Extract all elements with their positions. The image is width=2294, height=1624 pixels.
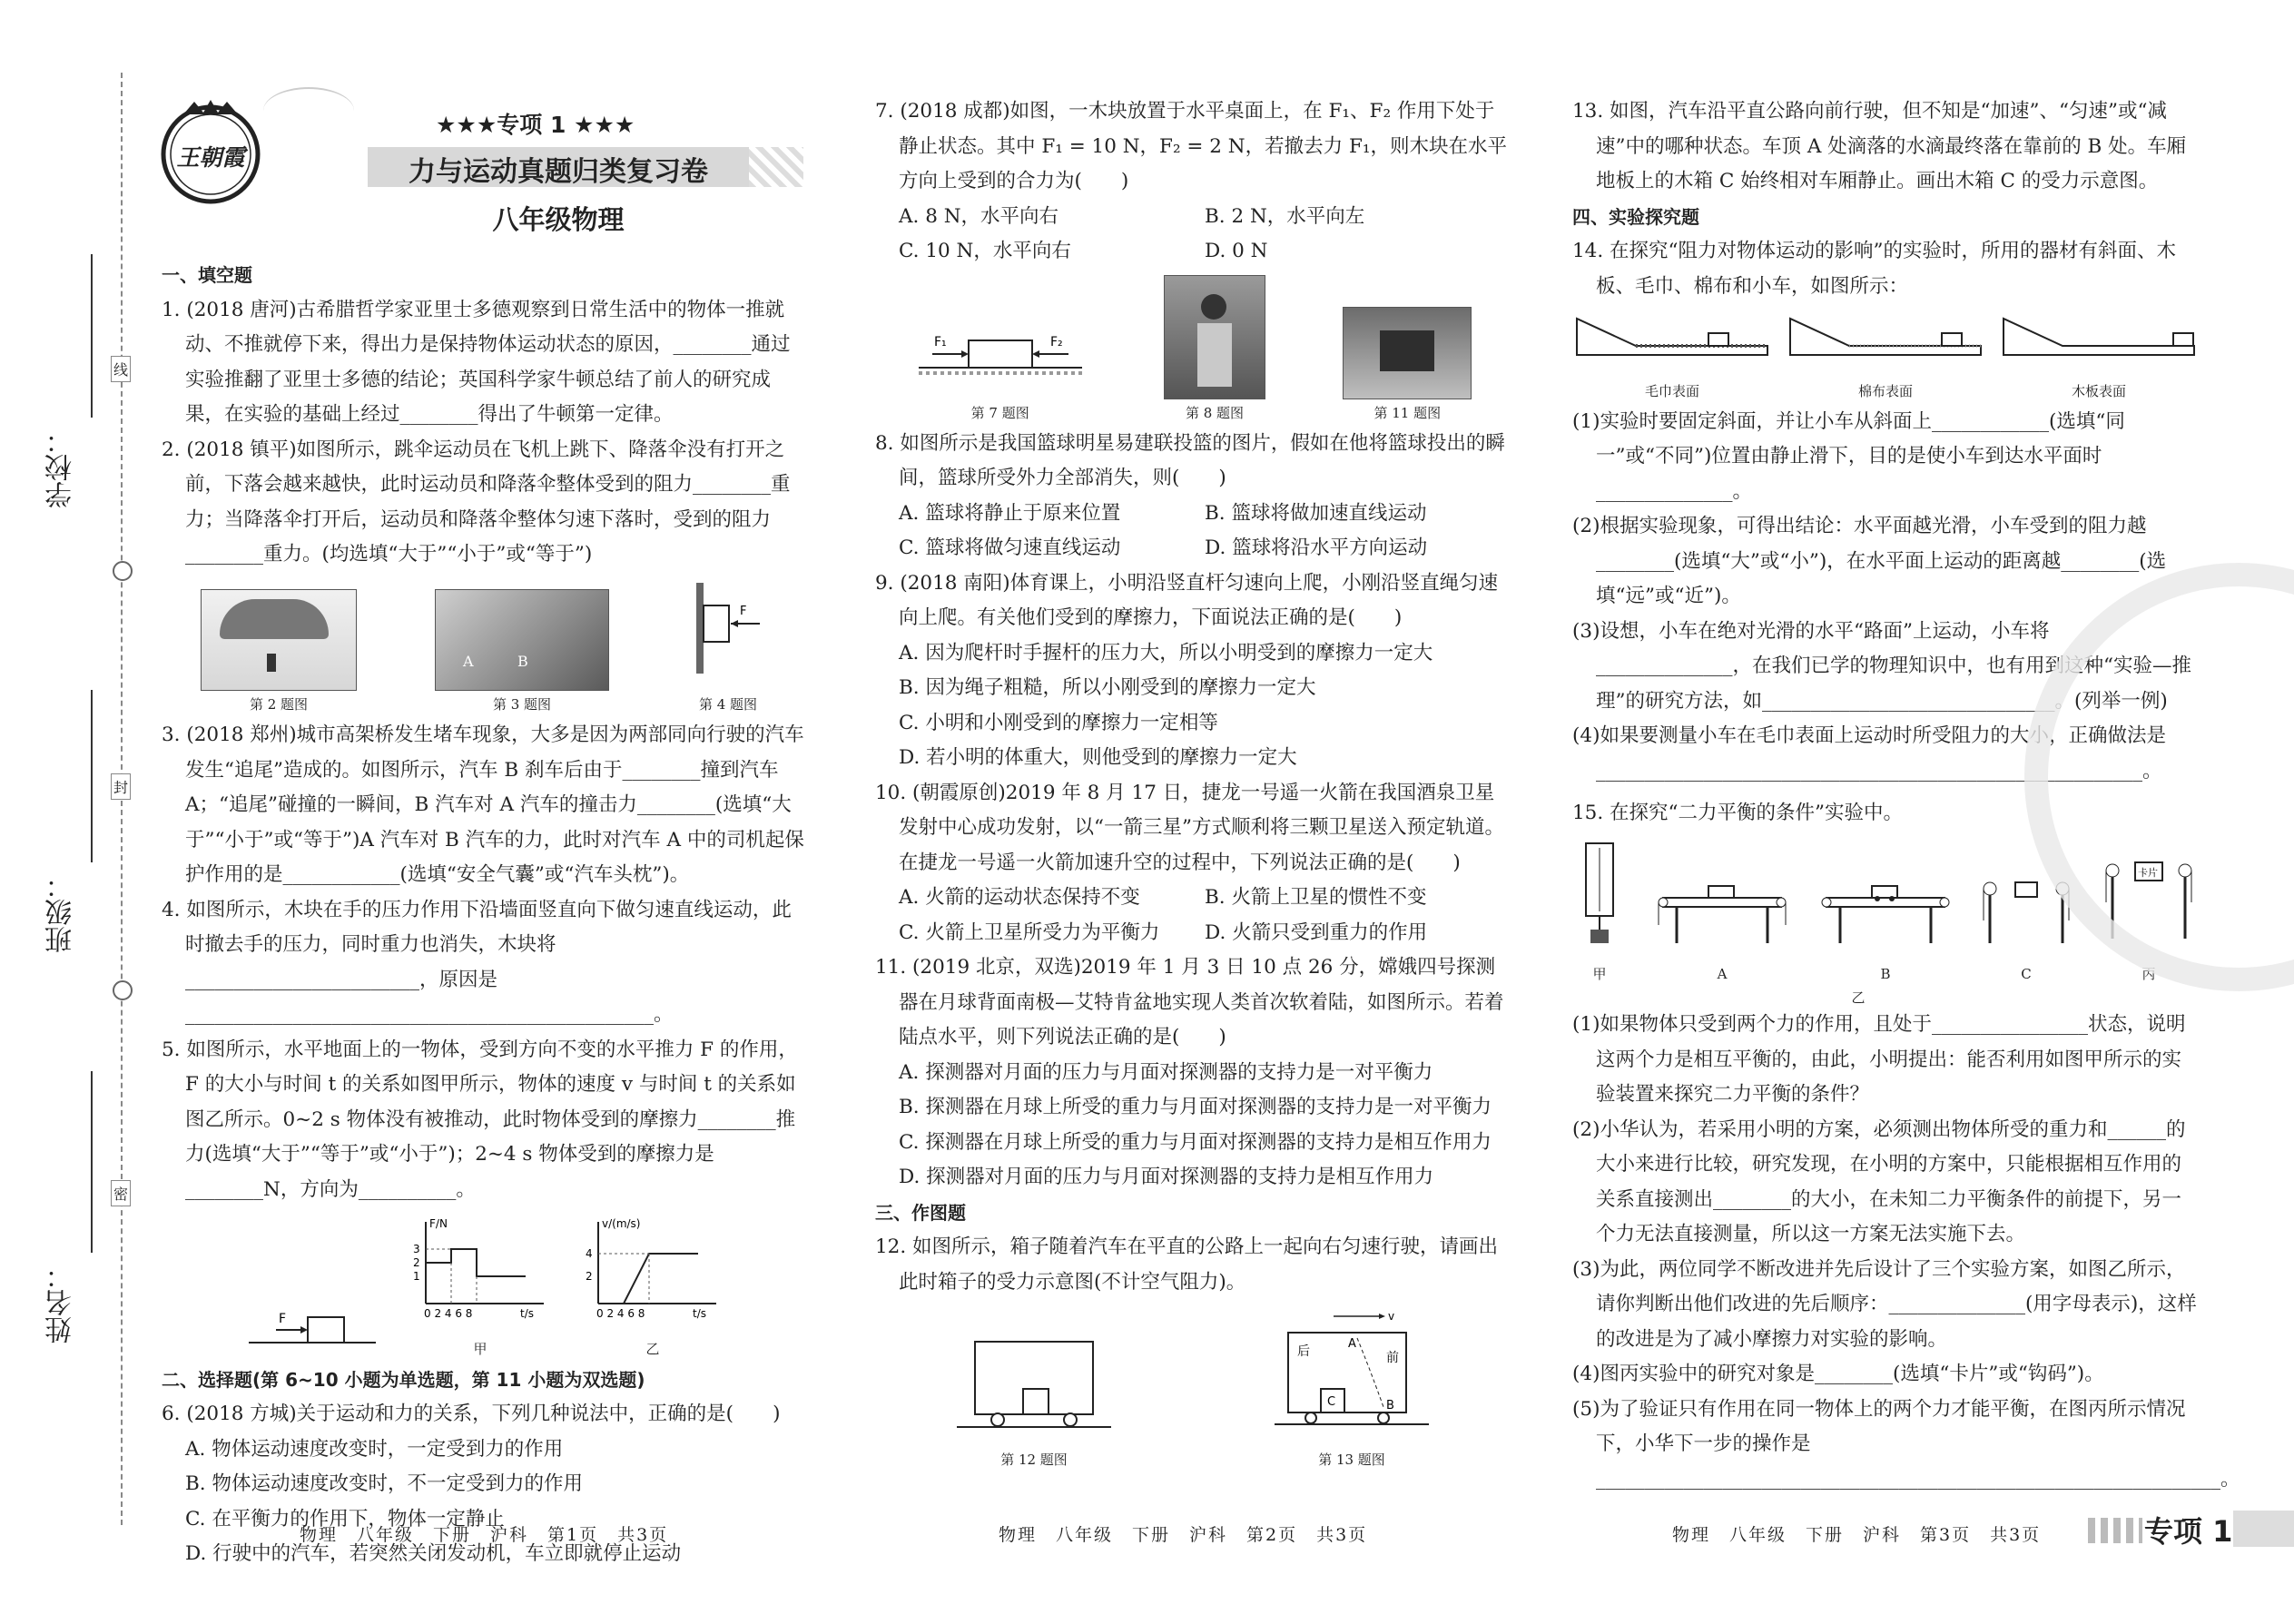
svg-text:3: 3 [413,1243,420,1255]
question-15-2: (2)小华认为，若采用小明的方案，必须测出物体所受的重力和______的大小来进行比较，研究发现，在小明的方案中，只能根据相互作用的关系直接测出________的大小，在未知二力平衡条件的前提下，另一个力无法直接测量，所以这一方案无法实施下去。 [1572,1117,2186,1245]
back-label: 后 [1297,1344,1310,1359]
option-7a: A. 8 N，水平向右 [899,204,1059,228]
figure-7-caption: 第 7 题图 [970,404,1029,421]
svg-text:F: F [279,1311,287,1326]
svg-text:B: B [1386,1399,1394,1412]
logo-text: 王朝霞 [176,144,245,171]
question-14-3: (3)设想，小车在绝对光滑的水平“路面”上运动，小车将______________，在我们已学的物理知识中，也有用到这种“实验—推理”的研究方法，如______________________________。(列举一例) [1572,619,2191,713]
figure-15-b-label: B [1880,966,1891,982]
question-3: 3. (2018 郑州)城市高架桥发生堵车现象，大多是因为两部同向行驶的汽车发生“追尾”造成的。如图所示，汽车 B 刹车后由于________撞到汽车 A；“追尾”碰撞的一瞬间，B 汽车对 A 汽车的撞击力________(选填“大于”“小于”或“等于”)A 汽车对 B 汽车的力，此时对汽车 A 中的司机起保护作用的是____________(选填“安全气囊”或“汽车头枕”)。 [162,723,804,886]
graph-force [408,1213,553,1359]
incline-wood-diagram [1999,310,2199,364]
school-label: 学校： [45,427,77,508]
truck-water-drop-diagram [1270,1305,1433,1432]
section-heading: 四、实验探究题 [1572,205,1699,228]
graph-v-axis-label: v/(m/s) [602,1217,641,1230]
svg-text:F₁: F₁ [933,335,947,349]
svg-text:2: 2 [413,1256,420,1269]
column-1 [162,258,808,1572]
option-10c: C. 火箭上卫星所受力为平衡力 [899,920,1160,944]
options-7 [875,200,1511,270]
surface-wood [1999,310,2199,401]
figure-4 [687,578,769,715]
figure-11-caption: 第 11 题图 [1373,404,1442,421]
corner-tag: 专项 1 [2144,1514,2233,1549]
graph-t-label: t/s [520,1307,534,1320]
binding-strip [0,0,136,1624]
options-10 [875,881,1511,950]
figure-3-caption: 第 3 题图 [492,696,552,713]
binding-mark-seal2: 密 [111,1180,131,1206]
graph-yi-caption: 乙 [645,1340,660,1357]
figure-row-2-4 [162,578,808,715]
front-label: 前 [1386,1351,1399,1365]
option-9a: A. 因为爬杆时手握杆的压力大，所以小明受到的摩擦力一定大 [899,641,1433,664]
figure-2-caption: 第 2 题图 [249,696,309,713]
block-two-forces-diagram [914,313,1087,386]
binding-hole [113,561,133,581]
figure-15-c-label: C [2021,966,2032,982]
question-14-1: (1)实验时要固定斜面，并让小车从斜面上____________(选填“同一”或“不同”)位置由静止滑下，目的是使小车到达水平面时______________。 [1572,409,2125,503]
option-11a: A. 探测器对月面的压力与月面对探测器的支持力是一对平衡力 [899,1060,1433,1084]
question-6: 6. (2018 方城)关于运动和力的关系，下列几种说法中，正确的是( ) [162,1403,781,1425]
figure-11 [1343,307,1472,423]
lunar-lander-photo [1343,307,1472,399]
option-7d: D. 0 N [1205,240,1268,262]
svg-text:C: C [1327,1395,1336,1409]
option-9c: C. 小明和小刚受到的摩擦力一定相等 [899,711,1218,734]
title-bar-checker [749,147,803,187]
figure-row-7-11 [875,275,1511,423]
figure-4-caption: 第 4 题图 [698,696,758,713]
figure-13 [1270,1305,1433,1470]
options-8 [875,497,1511,566]
footer-page-2: 物理 八年级 下册 沪科 第2页 共3页 [999,1525,1368,1545]
footer-page-3: 物理 八年级 下册 沪科 第3页 共3页 [1672,1525,2042,1545]
question-14-4: (4)如果要测量小车在毛巾表面上运动时所受阻力的大小，正确做法是________________________________________________________。 [1572,724,2166,782]
figure-15-b [1817,866,1954,985]
footer-page-1: 物理 八年级 下册 沪科 第1页 共3页 [300,1525,669,1545]
question-10: 10. (朝霞原创)2019 年 8 月 17 日，捷龙一号遥一火箭在我国酒泉卫星发射中心成功发射，以“一箭三星”方式顺利将三颗卫星送入预定轨道。在捷龙一号遥一火箭加速升空的过程中，下列说法正确的是( ) [875,781,1504,874]
figure-12-caption: 第 12 题图 [1000,1451,1068,1468]
option-8d: D. 篮球将沿水平方向运动 [1205,536,1428,559]
force-time-graph [408,1213,553,1322]
svg-text:1: 1 [413,1270,420,1283]
corner-deco [2088,1518,2142,1543]
figure-3 [435,589,609,714]
option-9b: B. 因为绳子粗糙，所以小刚受到的摩擦力一定大 [899,676,1316,699]
push-block-diagram [244,1295,380,1359]
class-label: 班级： [45,871,77,953]
graph-t-label: t/s [693,1307,706,1320]
question-15: 15. 在探究“二力平衡的条件”实验中。 [1572,802,1904,824]
option-6b: B. 物体运动速度改变时，不一定受到力的作用 [185,1472,583,1495]
table-setup-a-diagram [1654,866,1790,948]
option-7b: B. 2 N，水平向左 [1205,204,1365,228]
option-10d: D. 火箭只受到重力的作用 [1205,920,1428,944]
svg-text:4: 4 [586,1247,593,1260]
option-11c: C. 探测器在月球上所受的重力与月面对探测器的支持力是相互作用力 [899,1130,1492,1154]
incline-towel-diagram [1572,310,1772,364]
question-9: 9. (2018 南阳)体育课上，小明沿竖直杆匀速向上爬，小刚沿竖直绳匀速向上爬。有关他们受到的摩擦力，下面说法正确的是( ) [875,571,1499,629]
figure-row-12-13 [875,1305,1511,1470]
section-heading: 一、填空题 [162,264,252,286]
question-15-4: (4)图丙实验中的研究对象是________(选填“卡片”或“钩码”)。 [1572,1363,2104,1385]
basketball-photo [1164,275,1265,399]
option-11d: D. 探测器对月面的压力与月面对探测器的支持力是相互作用力 [899,1166,1434,1188]
question-7: 7. (2018 成都)如图，一木块放置于水平桌面上，在 F₁、F₂ 作用下处于静止状态。其中 F₁ = 10 N，F₂ = 2 N，若撤去力 F₁，则木块在水平方向上受到的合力为( ) [875,100,1507,192]
surface-cotton-label: 棉布表面 [1857,382,1913,399]
topic-tag: ★★★专项 1 ★★★ [436,112,635,138]
question-5: 5. 如图所示，水平地面上的一物体，受到方向不变的水平推力 F 的作用，F 的大小与时间 t 的关系如图甲所示，物体的速度 v 与时间 t 的关系如图乙所示。0~2 s 物体没有被推动，此时物体受到的摩擦力________推力(选填“大于”“等于”或“小于”)；2~4 s 物体受到的摩擦力是________N，方向为__________。 [162,1038,798,1201]
figure-13-caption: 第 13 题图 [1318,1451,1385,1468]
option-9d: D. 若小明的体重大，则他受到的摩擦力一定大 [899,746,1297,769]
option-10a: A. 火箭的运动状态保持不变 [899,886,1140,909]
figure-7 [914,313,1087,423]
question-2: 2. (2018 镇平)如图所示，跳伞运动员在飞机上跳下、降落伞没有打开之前，下落会越来越快，此时运动员和降落伞整体受到的阻力________重力；当降落伞打开后，运动员和降落伞整体匀速下落时，受到的阻力________重力。(均选填“大于”“小于”或“等于”) [162,438,791,566]
section-heading: 二、选择题(第 6~10 小题为单选题，第 11 小题为双选题) [162,1368,645,1391]
figure-15-jia [1572,839,1627,985]
option-6a: A. 物体运动速度改变时，一定受到力的作用 [185,1437,564,1461]
velocity-time-graph [580,1213,725,1322]
figure-2 [201,589,357,714]
question-15-3: (3)为此，两位同学不断改进并先后设计了三个实验方案，如图乙所示，请你判断出他们改进的先后顺序：______________(用字母表示)，这样的改进是为了减小摩擦力对实验的影响。 [1572,1257,2197,1351]
ribbon-deco [263,87,354,134]
question-14-2: (2)根据实验现象，可得出结论：水平面越光滑，小车受到的阻力越________(选填“大”或“小”)，在水平面上运动的距离越________(选填“远”或“近”)。 [1572,515,2167,607]
question-1: 1. (2018 唐河)古希腊哲学家亚里士多德观察到日常生活中的物体一推就动、不推就停下来，得出力是保持物体运动状态的原因，________通过实验推翻了亚里士多德的结论；英国科学家牛顿总结了前人的研究成果，在实验的基础上经过________得出了牛顿第一定律。 [162,298,791,426]
svg-text:0 2 4 6 8: 0 2 4 6 8 [596,1307,645,1320]
figure-8 [1164,275,1265,423]
name-label: 姓名： [45,1262,77,1343]
column-2 [875,94,1511,1473]
graph-jia-caption: 甲 [473,1340,487,1357]
figure-15-jia-label: 甲 [1592,966,1607,982]
question-15-1: (1)如果物体只受到两个力的作用，且处于________________状态，说明这两个力是相互平衡的，由此，小明提出：能否利用如图甲所示的实验装置来探究二力平衡的条件？ [1572,1013,2186,1106]
figure-15-bing-label: 丙 [2141,966,2156,982]
surface-towel-label: 毛巾表面 [1644,382,1699,399]
figure-row-5 [162,1213,808,1359]
option-8a: A. 篮球将静止于原来位置 [899,501,1121,525]
page-subtitle: 八年级物理 [492,204,625,235]
question-8: 8. 如图所示是我国篮球明星易建联投篮的图片，假如在他将篮球投出的瞬间，篮球所受外力全部消失，则( ) [875,431,1505,489]
logo [156,98,265,207]
svg-text:F₂: F₂ [1049,335,1063,349]
svg-text:F: F [740,604,747,618]
option-8c: C. 篮球将做匀速直线运动 [899,536,1121,559]
truck-box-diagram [952,1324,1116,1432]
figure-15-a-label: A [1717,966,1728,982]
svg-text:v: v [1388,1310,1395,1323]
question-4: 4. 如图所示，木块在手的压力作用下沿墙面竖直向下做匀速直线运动，此时撤去手的压力，同时重力也消失，木块将________________________，原因是________________________________________________。 [162,898,792,1026]
option-8b: B. 篮球将做加速直线运动 [1205,501,1427,525]
binding-hole [113,980,133,1000]
page-title: 力与运动真题归类复习卷 [409,156,708,188]
figure-12 [952,1324,1116,1470]
svg-text:0 2 4 6 8: 0 2 4 6 8 [424,1307,473,1320]
question-15-5: (5)为了验证只有作用在同一物体上的两个力才能平衡，在图丙所示情况下，小华下一步的操作是________________________________________________________________。 [1572,1397,2240,1491]
option-11b: B. 探测器在月球上所受的重力与月面对探测器的支持力是一对平衡力 [899,1096,1492,1118]
question-11: 11. (2019 北京，双选)2019 年 1 月 3 日 10 点 26 分，嫦娥四号探测器在月球背面南极—艾特肯盆地实现人类首次软着陆，如图所示。若着陆点水平，则下列说法正确的是( ) [875,956,1504,1048]
figure-row-14 [1572,310,2199,401]
wall-block-diagram [687,578,769,678]
car-crash-photo: A B [435,589,609,691]
figure-8-caption: 第 8 题图 [1185,404,1245,421]
surface-cotton [1786,310,1985,401]
question-12: 12. 如图所示，箱子随着汽车在平直的公路上一起向右匀速行驶，请画出此时箱子的受力示意图(不计空气阻力)。 [875,1235,1499,1294]
binding-mark-line: 线 [111,356,131,382]
svg-text:A: A [1348,1337,1356,1351]
spring-scale-diagram [1572,839,1627,948]
graph-velocity [580,1213,725,1359]
corner-tag-bg [2233,1511,2294,1547]
graph-f-axis-label: F/N [429,1217,448,1230]
surface-towel [1572,310,1772,401]
option-10b: B. 火箭上卫星的惯性不变 [1205,886,1427,909]
option-6d: D. 行驶中的汽车，若突然关闭发动机，车立即就停止运动 [185,1542,682,1565]
parachute-photo [201,589,357,691]
incline-cotton-diagram [1786,310,1985,364]
question-14: 14. 在探究“阻力对物体运动的影响”的实验时，所用的器材有斜面、木板、毛巾、棉布和小车，如图所示： [1572,240,2177,298]
section-heading: 三、作图题 [875,1201,966,1224]
question-13: 13. 如图，汽车沿平直公路向前行驶，但不知是“加速”、“匀速”或“减速”中的哪种状态。车顶 A 处滴落的水滴最终落在靠前的 B 处。车厢地板上的木箱 C 始终相对车厢静止。画出木箱 C 的受力示意图。 [1572,100,2187,192]
card-label: 卡片 [2138,866,2158,879]
surface-wood-label: 木板表面 [2071,382,2126,399]
figure-15-a [1654,866,1790,985]
figure-15-yi-caption: 乙 [1851,989,1866,1006]
svg-text:2: 2 [586,1270,593,1283]
option-6c: C. 在平衡力的作用下，物体一定静止 [185,1507,505,1530]
binding-mark-seal: 封 [111,773,131,800]
table-setup-b-diagram [1817,866,1954,948]
option-7c: C. 10 N，水平向右 [899,240,1071,262]
